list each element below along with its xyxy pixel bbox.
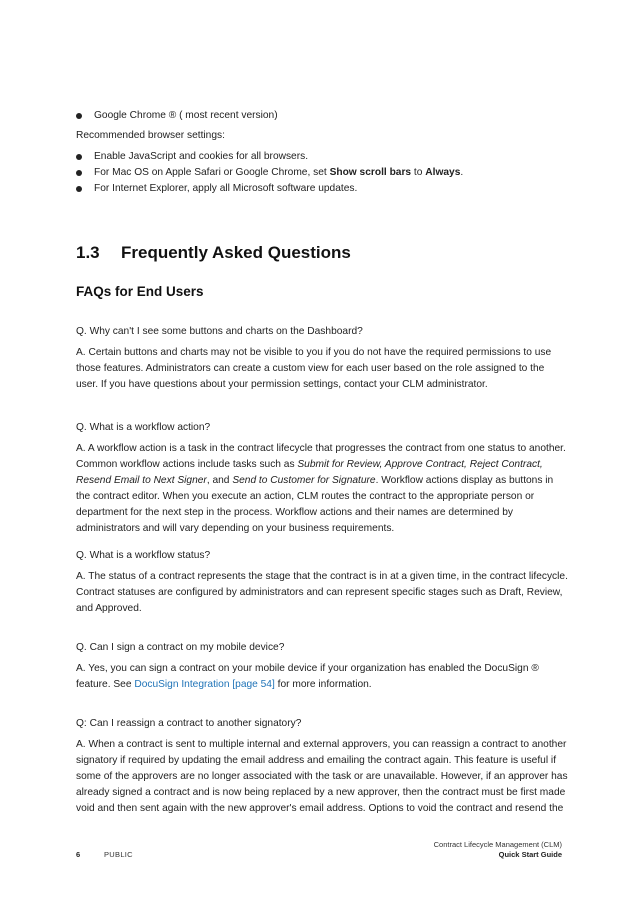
bullet-text: For Mac OS on Apple Safari or Google Chrome, set Show scroll bars to Always. — [94, 167, 464, 178]
bullet-text: For Internet Explorer, apply all Microsoft software updates. — [94, 183, 358, 194]
faq-answer: A. Yes, you can sign a contract on your mobile device if your organization has enabled the DocuSign ® feature. See DocuSign Integration [page 54] for more information. — [76, 663, 539, 690]
faq-question: Q. What is a workflow action? — [76, 422, 211, 433]
bullet-text: Enable JavaScript and cookies for all browsers. — [94, 151, 309, 162]
faq-question: Q: Can I reassign a contract to another signatory? — [76, 718, 302, 729]
section-heading — [76, 243, 351, 263]
section-number: 1.3 — [76, 243, 100, 262]
setting-name: Show scroll bars — [329, 167, 412, 178]
setting-value: Always — [425, 167, 461, 178]
bullet-dot — [76, 113, 82, 119]
faq-answer: A. Certain buttons and charts may not be visible to you if you do not have the required permissions to use those features. Administrators can create a custom view for each user based on the role assigned to the user. If you have questions about your permission settings, contact your CLM administrator. — [76, 347, 552, 390]
faq-answer: A. When a contract is sent to multiple internal and external approvers, you can reassign a contract to another signatory if required by updating the email address and emailing the contract again. This feature is useful if some of the approvers are no longer associated with the task or are unavailable. However, if an approver has already signed a contract and is now being replaced by a new approver, then the contract must be first made void and then sent again with the new approver's email address. Options to void the contract and resend the — [76, 739, 568, 814]
faq-question: Q. Why can't I see some buttons and charts on the Dashboard? — [76, 326, 363, 337]
faq-question: Q. Can I sign a contract on my mobile device? — [76, 642, 285, 653]
faq-question: Q. What is a workflow status? — [76, 550, 211, 561]
guide-title: Quick Start Guide — [498, 850, 562, 859]
docusign-integration-link[interactable]: DocuSign Integration [page 54] — [134, 679, 275, 690]
bullet-dot — [76, 154, 82, 160]
bullet-dot — [76, 170, 82, 176]
bullet-text: Google Chrome ® ( most recent version) — [94, 110, 278, 121]
faq-answer: A. The status of a contract represents the stage that the contract is in at a given time, in the contract lifecycle. Contract statuses are configured by administrators and can represent specific stages such as Draft, Review, and Approved. — [76, 571, 568, 614]
faq-answer: A. A workflow action is a task in the contract lifecycle that progresses the contract from one status to another. Common workflow actions include tasks such as Submit for Review, Approve Contract, Reject Contract, Resend Email to Next Signer, and Send to Customer for Signature. Workflow actions display as buttons in the contract editor. When you execute an action, CLM routes the contract to the appropriate person or department for the next step in the process. Workflow actions and their names are determined by administrators and will vary depending on your business requirements. — [76, 443, 566, 534]
classification-label: PUBLIC — [104, 850, 133, 859]
page-number: 6 — [76, 850, 81, 859]
browser-settings-heading: Recommended browser settings: — [76, 130, 225, 141]
product-name: Contract Lifecycle Management (CLM) — [433, 840, 562, 849]
subsection-heading: FAQs for End Users — [76, 284, 204, 299]
section-title: Frequently Asked Questions — [121, 243, 351, 262]
bullet-dot — [76, 186, 82, 192]
